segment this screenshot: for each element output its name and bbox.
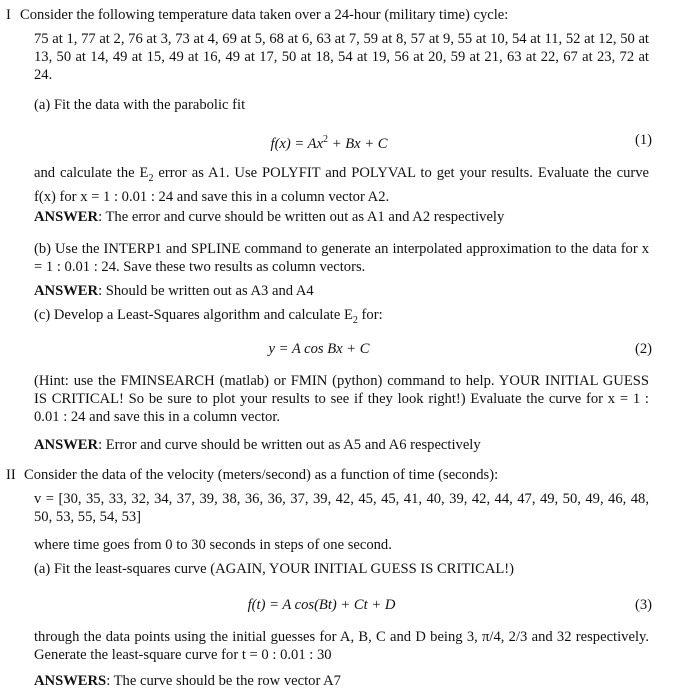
part-a-instructions: and calculate the $E_2$ error as A1. Use POLYFIT and POLYVAL to get your results. Evaluate the curve f(x) for x = 1 : 0.01 : 24 and save this in a column vector A2. bbox=[34, 165, 650, 205]
equation-2 bbox=[6, 340, 652, 358]
section-1-numeral: I bbox=[6, 7, 11, 23]
velocity-data: v = [30, 35, 33, 32, 34, 37, 39, 38, 36, 36, 37, 39, 42, 45, 45, 41, 40, 39, 42, 44, 47, 49, 50, 49, 46, 48, 50, 53, 55, 54, 53] bbox=[34, 491, 649, 525]
time-description: where time goes from 0 to 30 seconds in steps of one second. bbox=[34, 537, 392, 553]
equation-2-number: (2) bbox=[634, 341, 652, 357]
part-c-prompt: (c) Develop a Least-Squares algorithm and calculate $E_2$ for: bbox=[34, 307, 383, 326]
answer-b-label: ANSWER bbox=[34, 283, 99, 299]
part-2a-prompt: (a) Fit the least-squares curve (AGAIN, YOUR INITIAL GUESS IS CRITICAL!) bbox=[34, 561, 515, 577]
section-1-intro bbox=[20, 6, 652, 24]
answers-2-label: ANSWERS bbox=[34, 673, 107, 689]
equation-3 bbox=[6, 596, 652, 614]
answers-2: ANSWERS: The curve should be the row vector A7 bbox=[34, 673, 341, 689]
part-a-prompt: (a) Fit the data with the parabolic fit bbox=[34, 97, 246, 113]
section-2-intro: Consider the data of the velocity (meters/second) as a function of time (seconds): bbox=[24, 467, 499, 483]
answer-a-label: ANSWER bbox=[34, 209, 99, 225]
answer-c-label: ANSWER bbox=[34, 437, 99, 453]
equation-3-formula: f(t) = A cos(Bt) + Ct + D bbox=[247, 597, 396, 613]
answer-c: ANSWER: Error and curve should be written out as A5 and A6 respectively bbox=[34, 437, 481, 453]
equation-1-lhs: f(x) = Ax bbox=[270, 135, 324, 152]
answer-a: ANSWER: The error and curve should be written out as A1 and A2 respectively bbox=[34, 209, 505, 225]
equation-1-exponent: 2 bbox=[323, 134, 329, 145]
equation-1-number: (1) bbox=[634, 132, 652, 148]
temperature-data: 75 at 1, 77 at 2, 76 at 3, 73 at 4, 69 at 5, 68 at 6, 63 at 7, 59 at 8, 57 at 9, 55 at 10, 54 at 11, 52 at 12, 50 at 13, 50 at 14, 49 at 15, 49 at 16, 49 at 17, 50 at 18, 54 at 19, 56 at 20, 59 at 21, 63 at 22, 67 at 23, 72 at 24. bbox=[34, 31, 649, 83]
section-2-numeral: II bbox=[6, 467, 16, 483]
hint-text: (Hint: use the FMINSEARCH (matlab) or FMIN (python) command to help. YOUR INITIAL GUESS IS CRITICAL! So be sure to plot your results to see if they look right!) Evaluate the curve for x = 1 : 0.01 : 24 and save this in a column vector. bbox=[34, 373, 649, 425]
part-2a-instructions: through the data points using the initial guesses for A, B, C and D being 3, π/4, 2/3 and 32 respectively. Generate the least-square curve for t = 0 : 0.01 : 30 bbox=[34, 629, 649, 663]
equation-3-number: (3) bbox=[634, 597, 652, 613]
answer-b: ANSWER: Should be written out as A3 and A4 bbox=[34, 283, 314, 299]
part-b-prompt: (b) Use the INTERP1 and SPLINE command to generate an interpolated approximation to the data for x = 1 : 0.01 : 24. Save these two results as column vectors. bbox=[34, 241, 649, 275]
equation-1-rhs: + Bx + C bbox=[328, 135, 388, 152]
section-1-intro-text: Consider the following temperature data taken over a 24-hour (military time) cycle: bbox=[20, 7, 509, 23]
equation-1 bbox=[6, 131, 652, 152]
equation-2-formula: y = A cos Bx + C bbox=[268, 341, 370, 357]
